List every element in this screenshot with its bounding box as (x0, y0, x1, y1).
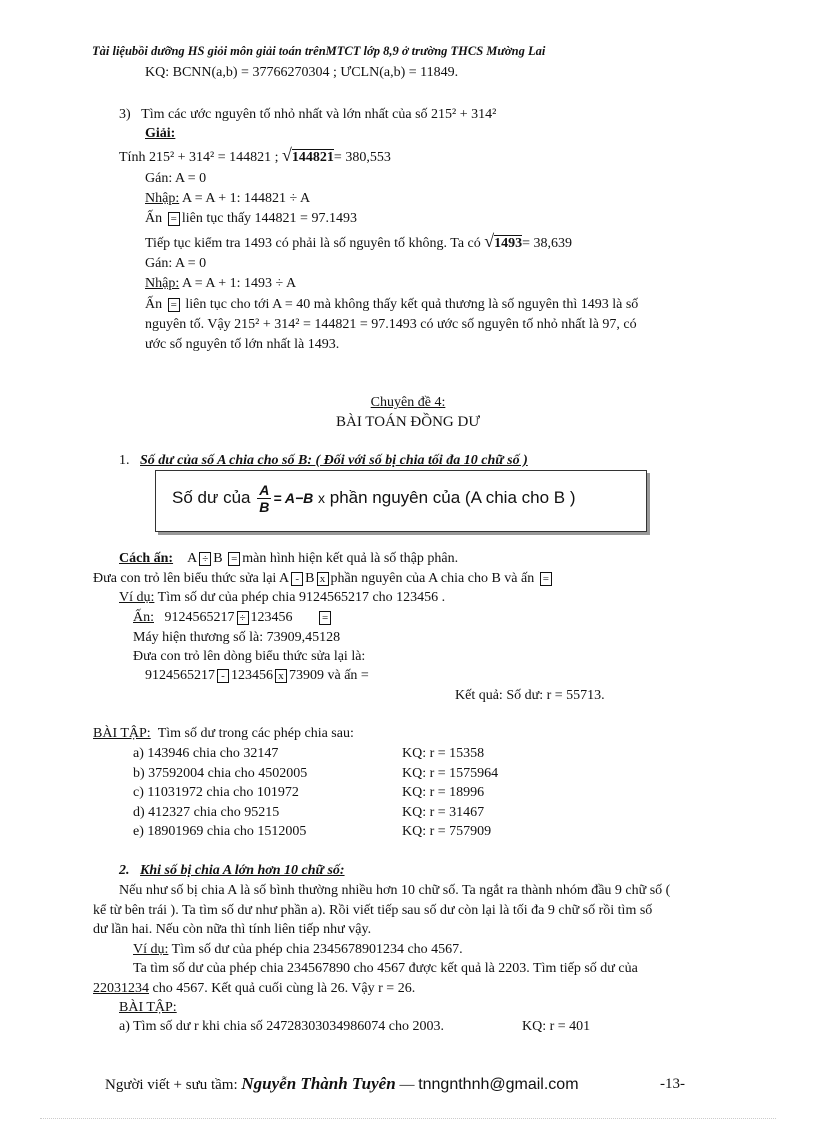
exercise-item: a) Tìm số dư r khi chia số 24728303034986074 cho 2003. (119, 1019, 445, 1034)
page-footer: Người viết + sưu tầm: Nguyễn Thành Tuyên — tnngnthnh@gmail.com (105, 1074, 579, 1093)
minus-key[interactable]: - (217, 669, 229, 683)
edit-line-label: Đưa con trỏ lên dòng biểu thức sửa lại là: (133, 649, 366, 664)
exercise-item: d) 412327 chia cho 95215 (133, 805, 280, 820)
sqrt-expression: √144821 (282, 145, 334, 165)
example-line: Ví dụ: Tìm số dư của phép chia 9124565217 cho 123456 . (119, 590, 446, 605)
exercise-answer: KQ: r = 401 (522, 1019, 591, 1034)
solution-label: Giải: (145, 126, 176, 141)
press-line-1: Ấn = liên tục thấy 144821 = 97.1493 (145, 211, 357, 226)
divide-key[interactable]: ÷ (237, 611, 249, 625)
fraction: $\frac{A}{B}$ (259, 482, 270, 515)
exercise-answer: KQ: r = 31467 (402, 805, 485, 820)
section-2-heading: 2. Khi số bị chia A lớn hơn 10 chữ số: (119, 863, 345, 878)
paragraph-line: Nếu như số bị chia A là số bình thường nhiều hơn 10 chữ số. Ta ngắt ra thành nhóm đầu 9 chữ số ( (119, 883, 671, 898)
edited-expression: 9124565217 - 123456 x 73909 và ấn = (145, 668, 369, 683)
equals-key[interactable]: = (168, 298, 180, 312)
paragraph-line: 22031234 cho 4567. Kết quả cuối cùng là 26. Vậy r = 26. (93, 981, 416, 996)
page-number: -13- (660, 1076, 685, 1092)
exercises-heading: BÀI TẬP: (119, 1000, 177, 1015)
multiply-key[interactable]: x (317, 572, 329, 586)
equals-key[interactable]: = (228, 552, 240, 566)
equals-key[interactable]: = (319, 611, 331, 625)
footer-divider (40, 1118, 776, 1119)
example-result: Kết quả: Số dư: r = 55713. (455, 688, 605, 703)
multiply-key[interactable]: x (275, 669, 287, 683)
paragraph-line: dư lần hai. Nếu còn nữa thì tính liên tiếp như vậy. (93, 922, 372, 937)
exercise-item: c) 11031972 chia cho 101972 (133, 785, 299, 800)
compute-line: Tính 215² + 314² = 144821 ; √144821= 380,553 (119, 145, 391, 165)
paragraph-line: kể từ bên trái ). Ta tìm số dư như phần a). Rồi viết tiếp sau số dư còn lại là tối đa 9 chữ số rồi tìm số (93, 903, 653, 918)
exercise-answer: KQ: r = 757909 (402, 824, 492, 839)
exercises-heading: BÀI TẬP: Tìm số dư trong các phép chia sau: (93, 726, 354, 741)
exercise-answer: KQ: r = 15358 (402, 746, 485, 761)
exercise-answer: KQ: r = 1575964 (402, 766, 499, 781)
exercise-answer: KQ: r = 18996 (402, 785, 485, 800)
section-1-heading: 1. Số dư của số A chia cho số B: ( Đối với số bị chia tối đa 10 chữ số ) (119, 453, 528, 468)
conclusion-line-1: nguyên tố. Vậy 215² + 314² = 144821 = 97.1493 có ước số nguyên tố nhỏ nhất là 97, có (145, 317, 637, 332)
remainder-formula: Số dư của $\frac{A}{B}$ = A−B x phần nguyên của (A chia cho B ) (172, 482, 576, 515)
exercise-item: b) 37592004 chia cho 4502005 (133, 766, 308, 781)
input-line-2: Nhập: A = A + 1: 1493 ÷ A (145, 276, 297, 291)
page-header: Tài liệubồi dưỡng HS giỏi môn giải toán trênMTCT lớp 8,9 ở trường THCS Mường Lai (92, 44, 546, 58)
intro-result: KQ: BCNN(a,b) = 37766270304 ; ƯCLN(a,b) = 11849. (145, 65, 459, 80)
exercise-item: e) 18901969 chia cho 1512005 (133, 824, 307, 839)
chapter-title: BÀI TOÁN ĐỒNG DƯ (335, 414, 480, 430)
example-line: Ví dụ: Tìm số dư của phép chia 2345678901234 cho 4567. (133, 942, 463, 957)
continue-check-line: Tiếp tục kiểm tra 1493 có phải là số nguyên tố không. Ta có √1493= 38,639 (145, 231, 573, 251)
divide-key[interactable]: ÷ (199, 552, 211, 566)
assign-line-1: Gán: A = 0 (145, 171, 207, 186)
input-line-1: Nhập: A = A + 1: 144821 ÷ A (145, 191, 311, 206)
key-sequence-line: Cách ấn: A ÷ B = màn hình hiện kết quả là số thập phân. (119, 551, 459, 566)
display-quotient: Máy hiện thương số là: 73909,45128 (133, 630, 341, 645)
edit-expression-line: Đưa con trỏ lên biểu thức sửa lại A - B x phần nguyên của A chia cho B và ấn = (93, 570, 554, 588)
exercise-item: a) 143946 chia cho 32147 (133, 746, 279, 761)
sqrt-expression: √1493 (484, 231, 523, 251)
problem-3-question: 3) Tìm các ước nguyên tố nhỏ nhất và lớn nhất của số 215² + 314² (119, 107, 497, 122)
minus-key[interactable]: - (291, 572, 303, 586)
conclusion-line-2: ước số nguyên tố lớn nhất là 1493. (145, 337, 340, 352)
paragraph-line: Ta tìm số dư của phép chia 234567890 cho 4567 được kết quả là 2203. Tìm tiếp số dư của (133, 961, 638, 976)
equals-key[interactable]: = (168, 212, 180, 226)
chapter-label: Chuyên đề 4: (370, 395, 446, 410)
assign-line-2: Gán: A = 0 (145, 256, 207, 271)
press-line-2: Ấn = liên tục cho tới A = 40 mà không thấy kết quả thương là số nguyên thì 1493 là số (145, 297, 639, 312)
press-example-line: Ấn: 9124565217 ÷ 123456 = (133, 609, 333, 627)
equals-key[interactable]: = (540, 572, 552, 586)
